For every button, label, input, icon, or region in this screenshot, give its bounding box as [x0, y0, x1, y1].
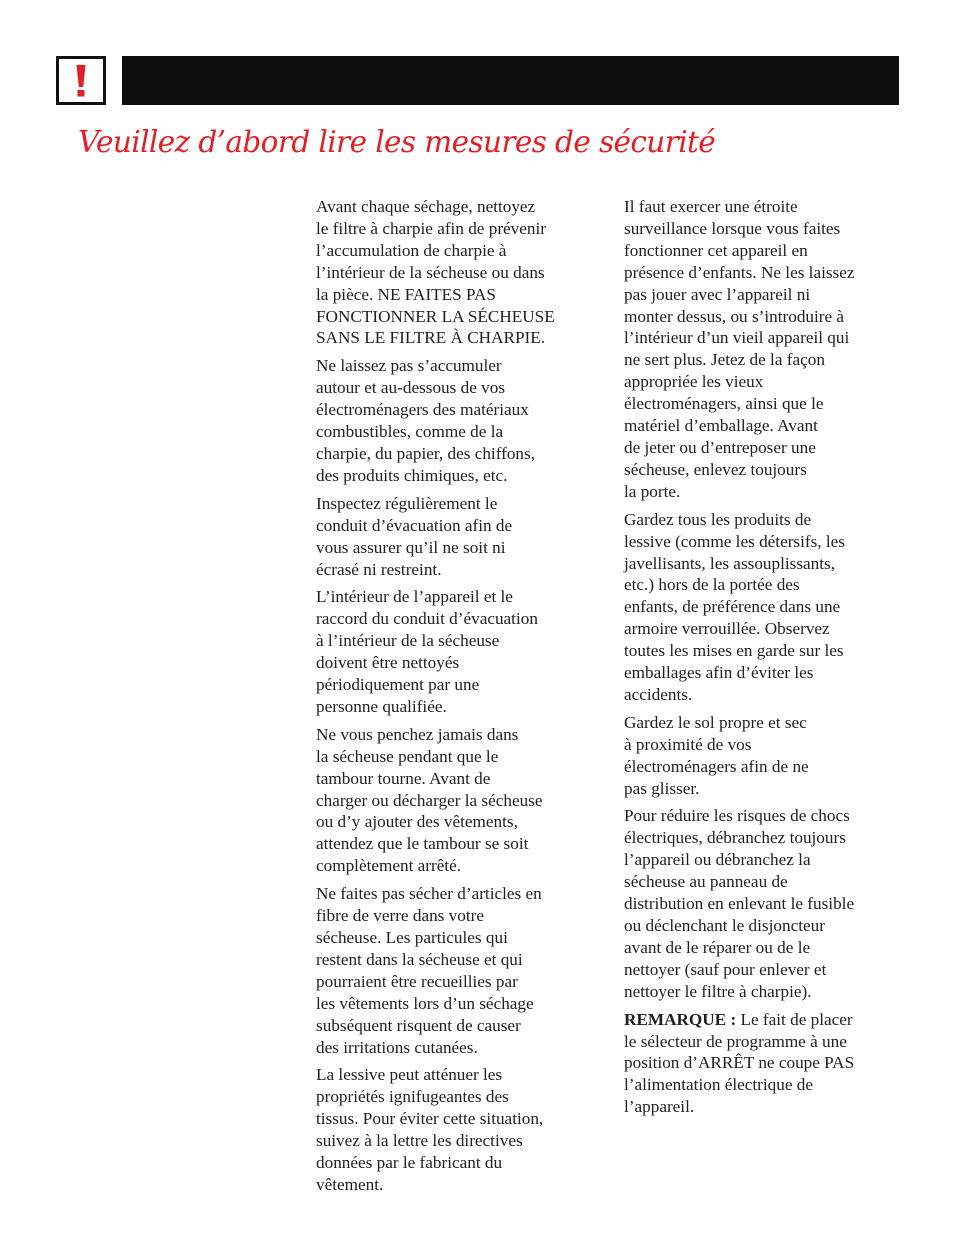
paragraph-line: sécheuse au panneau de	[624, 872, 788, 892]
paragraph-line: Il faut exercer une étroite	[624, 197, 798, 216]
paragraph-line: Ne laissez pas s’accumuler	[316, 356, 502, 376]
paragraph-line: de jeter ou d’entreposer une	[624, 437, 816, 457]
paragraph-line: données par le fabricant du	[316, 1153, 503, 1173]
paragraph-line: à l’intérieur de la sécheuse	[316, 631, 500, 651]
paragraph-line: complètement arrêté.	[316, 856, 462, 876]
paragraph-line: surveillance lorsque vous faites	[624, 218, 841, 238]
paragraph-line: l’appareil ou débranchez la	[624, 850, 811, 870]
paragraph-line: l’intérieur de la sécheuse ou dans	[316, 262, 545, 282]
exclamation-icon	[59, 59, 103, 102]
paragraph-line: pourraient être recueillies par	[316, 971, 518, 991]
paragraph-line: vous assurer qu’il ne soit ni	[316, 537, 506, 557]
paragraph	[316, 1064, 598, 1195]
paragraph-line: sécheuse, enlevez toujours	[624, 459, 807, 479]
paragraph-line: etc.) hors de la portée des	[624, 575, 800, 595]
paragraph	[316, 196, 598, 349]
paragraph-line: l’intérieur d’un vieil appareil qui	[624, 328, 850, 348]
paragraph-line: L’intérieur de l’appareil et le	[316, 587, 513, 607]
paragraph-line: la sécheuse pendant que le	[316, 746, 499, 766]
paragraph-line: pas jouer avec l’appareil ni	[624, 284, 811, 304]
note-label: REMARQUE :	[624, 1009, 737, 1029]
paragraph-line: monter dessus, ou s’introduire à	[624, 306, 845, 326]
right-column	[624, 196, 906, 1124]
paragraph-line: les vêtements lors d’un séchage	[316, 993, 534, 1013]
paragraph-line: distribution en enlevant le fusible	[624, 894, 855, 914]
paragraph-line: Avant chaque séchage, nettoyez	[316, 197, 536, 216]
paragraph	[316, 493, 598, 581]
paragraph-line: toutes les mises en garde sur les	[624, 641, 844, 661]
paragraph-line: à proximité de vos	[624, 734, 752, 754]
paragraph-line: emballages afin d’éviter les	[624, 663, 814, 683]
paragraph-line: restent dans la sécheuse et qui	[316, 949, 523, 969]
note-first-line	[624, 1009, 906, 1031]
paragraph-line: électroménagers des matériaux	[316, 400, 529, 420]
paragraph-line: personne qualifiée.	[316, 696, 447, 716]
paragraph-line: armoire verrouillée. Observez	[624, 619, 830, 639]
paragraph-line: nettoyer le filtre à charpie).	[624, 981, 812, 1001]
paragraph-line: attendez que le tambour se soit	[316, 834, 529, 854]
note-first-line-text: Le fait de placer	[740, 1009, 853, 1029]
paragraph-line: autour et au-dessous de vos	[316, 378, 506, 398]
paragraph-line: suivez à la lettre les directives	[316, 1131, 523, 1151]
paragraph-line: enfants, de préférence dans une	[624, 597, 841, 617]
paragraph-line: des irritations cutanées.	[316, 1037, 478, 1057]
paragraph-line: Ne vous penchez jamais dans	[316, 724, 519, 744]
paragraph-line: présence d’enfants. Ne les laissez	[624, 262, 855, 282]
paragraph-line: Gardez tous les produits de	[624, 509, 812, 529]
paragraph-line: fonctionner cet appareil en	[624, 240, 808, 260]
paragraph-line: tambour tourne. Avant de	[316, 768, 491, 788]
paragraph-line: la pièce. NE FAITES PAS	[316, 284, 496, 304]
paragraph	[624, 805, 906, 1002]
paragraph-line: javellisants, les assouplissants,	[624, 553, 836, 573]
left-column	[316, 196, 598, 1202]
paragraph-line: écrasé ni restreint.	[316, 559, 442, 579]
paragraph	[316, 883, 598, 1058]
paragraph-line: charpie, du papier, des chiffons,	[316, 443, 536, 463]
paragraph-line: fibre de verre dans votre	[316, 906, 484, 926]
paragraph-line: combustibles, comme de la	[316, 422, 504, 442]
paragraph-line: Pour réduire les risques de chocs	[624, 806, 850, 826]
paragraph-line: périodiquement par une	[316, 675, 480, 695]
paragraph-line: vêtement.	[316, 1174, 384, 1194]
paragraph-line: électroménagers, ainsi que le	[624, 394, 824, 414]
paragraph-line: doivent être nettoyés	[316, 653, 460, 673]
paragraph-line: ne sert plus. Jetez de la façon	[624, 350, 825, 370]
note-paragraph	[624, 1009, 906, 1119]
paragraph-line: électriques, débranchez toujours	[624, 828, 846, 848]
paragraph-line: appropriée les vieux	[624, 372, 764, 392]
paragraph-line: l’accumulation de charpie à	[316, 240, 507, 260]
paragraph-line: tissus. Pour éviter cette situation,	[316, 1109, 544, 1129]
header-bar	[122, 56, 899, 105]
warning-icon-box	[56, 56, 106, 105]
paragraph-line: SANS LE FILTRE À CHARPIE.	[316, 328, 546, 348]
paragraph-line: électroménagers afin de ne	[624, 756, 809, 776]
paragraph-line: lessive (comme les détersifs, les	[624, 531, 845, 551]
paragraph-line: raccord du conduit d’évacuation	[316, 609, 538, 629]
paragraph	[316, 724, 598, 877]
paragraph-line: des produits chimiques, etc.	[316, 465, 508, 485]
paragraph-line: Gardez le sol propre et sec	[624, 712, 807, 732]
right-column-paragraphs	[624, 196, 906, 1003]
paragraph-line: ou déclenchant le disjoncteur	[624, 916, 825, 935]
paragraph-line: accidents.	[624, 684, 693, 704]
paragraph-line: sécheuse. Les particules qui	[316, 928, 508, 947]
paragraph-line: subséquent risquent de causer	[316, 1015, 521, 1035]
paragraph	[316, 586, 598, 717]
paragraph-line: Ne faites pas sécher d’articles en	[316, 884, 542, 904]
paragraph-line: la porte.	[624, 481, 681, 501]
page-title: Veuillez d’abord lire les mesures de sécurité	[78, 125, 716, 159]
paragraph	[624, 196, 906, 503]
paragraph-line: La lessive peut atténuer les	[316, 1065, 503, 1085]
paragraph-line: nettoyer (sauf pour enlever et	[624, 959, 827, 979]
note-line: l’appareil.	[624, 1097, 695, 1117]
paragraph	[624, 712, 906, 800]
note-line: le sélecteur de programme à une	[624, 1031, 847, 1051]
paragraph-line: FONCTIONNER LA SÉCHEUSE	[316, 306, 555, 326]
paragraph-line: ou d’y ajouter des vêtements,	[316, 812, 518, 832]
paragraph-line: pas glisser.	[624, 778, 700, 798]
paragraph-line: avant de le réparer ou de le	[624, 937, 811, 957]
paragraph-line: matériel d’emballage. Avant	[624, 416, 818, 436]
paragraph-line: Inspectez régulièrement le	[316, 493, 498, 513]
paragraph-line: propriétés ignifugeantes des	[316, 1087, 509, 1107]
paragraph	[316, 355, 598, 486]
paragraph-line: charger ou décharger la sécheuse	[316, 790, 543, 810]
paragraph-line: conduit d’évacuation afin de	[316, 515, 513, 535]
paragraph-line: le filtre à charpie afin de prévenir	[316, 218, 546, 238]
note-line: position d’ARRÊT ne coupe PAS	[624, 1053, 855, 1073]
note-line: l’alimentation électrique de	[624, 1075, 813, 1095]
paragraph	[624, 509, 906, 706]
